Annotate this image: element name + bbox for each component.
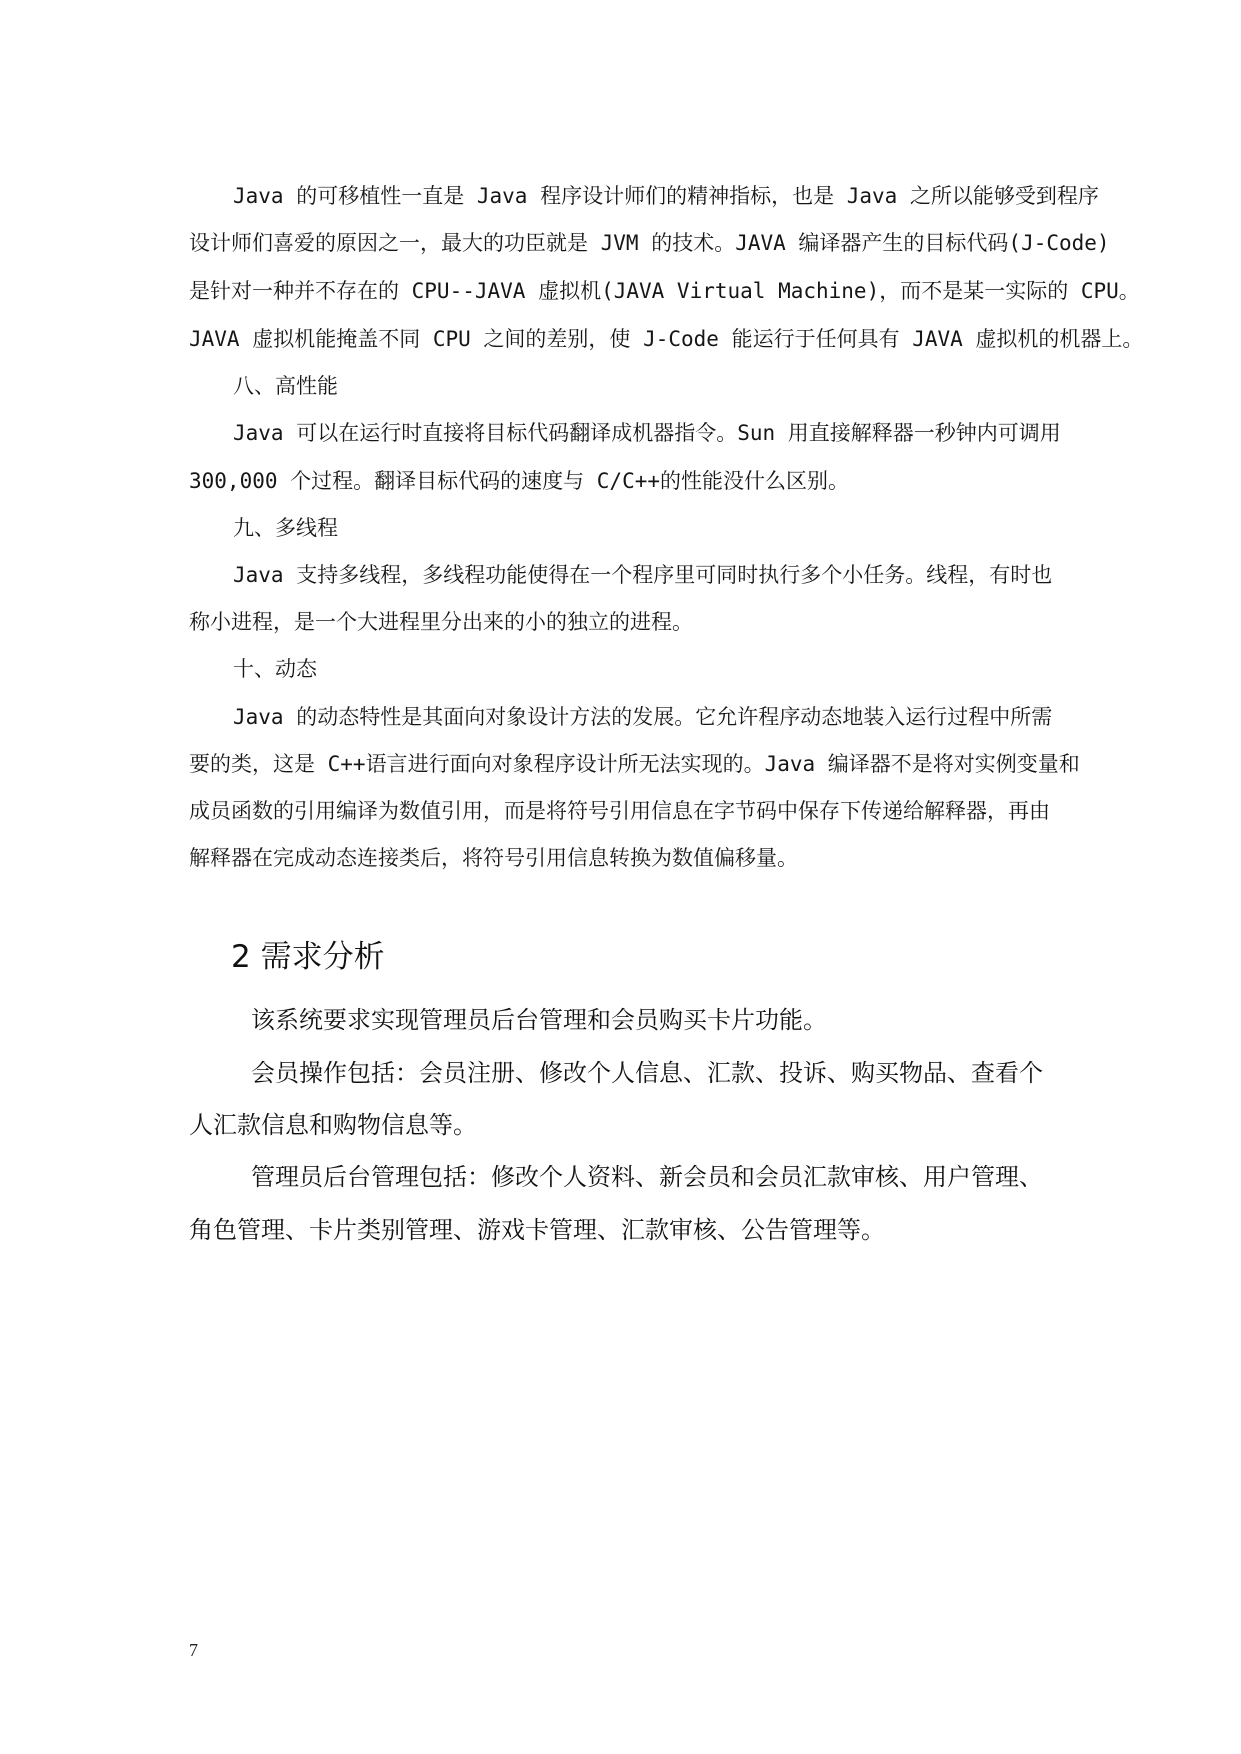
paragraph-line: 成员函数的引用编译为数值引用，而是将符号引用信息在字节码中保存下传递给解释器，再由 — [189, 799, 1050, 823]
paragraph-line: 角色管理、卡片类别管理、游戏卡管理、汇款审核、公告管理等。 — [189, 1216, 885, 1244]
paragraph-line: 是针对一种并不存在的 CPU--JAVA 虚拟机(JAVA Virtual Machine)，而不是某一实际的 CPU。 — [189, 279, 1140, 303]
subheading-high-performance: 八、高性能 — [233, 374, 338, 398]
paragraph-line: 设计师们喜爱的原因之一，最大的功臣就是 JVM 的技术。JAVA 编译器产生的目标代码(J-Code) — [189, 231, 1110, 255]
paragraph-line: 会员操作包括：会员注册、修改个人信息、汇款、投诉、购买物品、查看个 — [251, 1059, 1043, 1087]
page-number: 7 — [189, 1640, 198, 1660]
paragraph-line: JAVA 虚拟机能掩盖不同 CPU 之间的差别，使 J-Code 能运行于任何具有 JAVA 虚拟机的机器上。 — [189, 327, 1144, 351]
paragraph-line: Java 的可移植性一直是 Java 程序设计师们的精神指标，也是 Java 之所以能够受到程序 — [233, 184, 1099, 208]
subheading-dynamic: 十、动态 — [233, 657, 317, 681]
paragraph-line: Java 可以在运行时直接将目标代码翻译成机器指令。Sun 用直接解释器一秒钟内可调用 — [233, 421, 1061, 445]
paragraph-line: 管理员后台管理包括：修改个人资料、新会员和会员汇款审核、用户管理、 — [251, 1163, 1043, 1191]
paragraph-line: 解释器在完成动态连接类后，将符号引用信息转换为数值偏移量。 — [189, 846, 798, 870]
paragraph-line: 人汇款信息和购物信息等。 — [189, 1111, 477, 1139]
paragraph-line: Java 的动态特性是其面向对象设计方法的发展。它允许程序动态地装入运行过程中所需 — [233, 705, 1053, 729]
subheading-multithreading: 九、多线程 — [233, 516, 338, 540]
paragraph-line: 称小进程，是一个大进程里分出来的小的独立的进程。 — [189, 610, 693, 634]
paragraph-line: 300,000 个过程。翻译目标代码的速度与 C/C++的性能没什么区别。 — [189, 469, 850, 493]
paragraph-line: 该系统要求实现管理员后台管理和会员购买卡片功能。 — [251, 1006, 827, 1034]
paragraph-line: 要的类，这是 C++语言进行面向对象程序设计所无法实现的。Java 编译器不是将对实例变量和 — [189, 752, 1080, 776]
section-heading: 2 需求分析 — [231, 939, 385, 975]
paragraph-line: Java 支持多线程，多线程功能使得在一个程序里可同时执行多个小任务。线程，有时也 — [233, 563, 1053, 587]
